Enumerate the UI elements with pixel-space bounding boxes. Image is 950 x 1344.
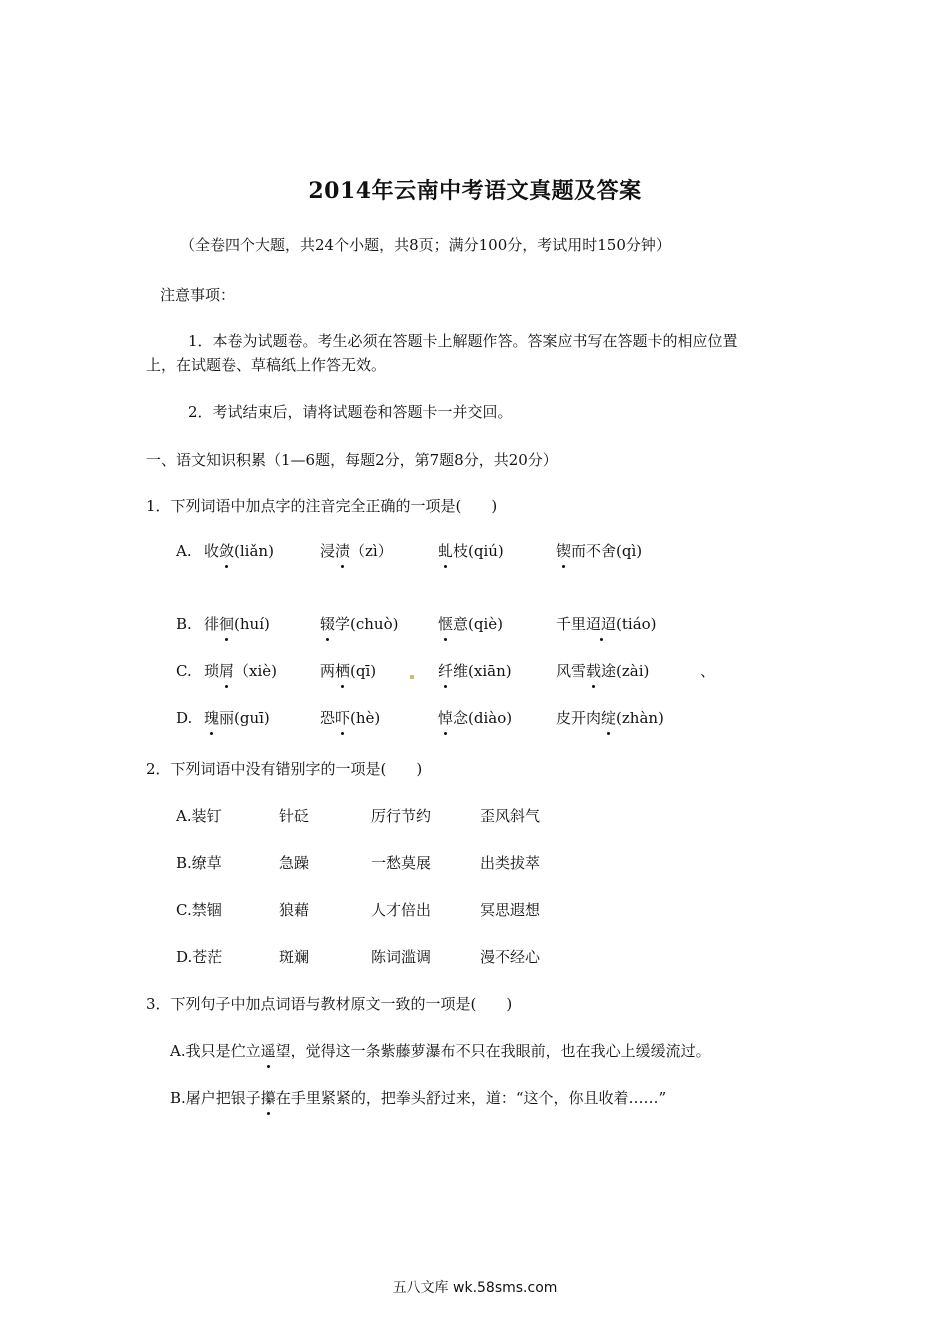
dotted-character: 遥 [260, 1042, 276, 1060]
option-label-word: D.苍茫 [176, 948, 223, 966]
dotted-character: 攥 [260, 1089, 276, 1107]
footer-watermark: 五八文库 wk.58sms.com [392, 1280, 558, 1296]
option-label: D. [176, 709, 193, 727]
option-word: 歪风斜气 [480, 807, 541, 825]
option-text: 皮开肉 [556, 709, 602, 727]
option-word: 冥思遐想 [480, 901, 541, 919]
question-3-option-a [170, 1041, 711, 1061]
option-text: 徘 [204, 615, 220, 633]
option-text: 浸 [320, 542, 336, 560]
question-1-stem: 1．下列词语中加点字的注音完全正确的一项是( ) [146, 497, 498, 515]
dotted-character: 锲 [556, 542, 572, 560]
dotted-character: 载 [586, 662, 602, 680]
option-text: （xiè) [234, 662, 278, 680]
option-item [204, 708, 270, 728]
option-text: (zhàn) [616, 709, 664, 727]
notice-heading: 注意事项： [160, 286, 236, 304]
dotted-character: 栖 [335, 662, 351, 680]
option-item [204, 661, 277, 681]
option-item [320, 708, 380, 728]
option-text: 丽(guī) [219, 709, 270, 727]
option-text: 收 [204, 542, 220, 560]
option-word: 陈词滥调 [371, 948, 432, 966]
option-text: 枝(qiú) [453, 542, 504, 560]
dotted-character: 屑 [219, 662, 235, 680]
option-text: 念(diào) [453, 709, 513, 727]
section-heading: 一、语文知识积累（1—6题，每题2分，第7题8分，共20分） [146, 451, 558, 469]
option-label: A. [176, 542, 192, 560]
notice-1-tail: 的相应位置 [662, 332, 738, 350]
option-label-word: C.禁锢 [176, 901, 222, 919]
dotted-character: 惬 [438, 615, 454, 633]
question-3-option-b [170, 1088, 666, 1108]
notice-2: 2．考试结束后，请将试题卷和答题卡一并交回。 [188, 403, 513, 421]
option-text: 恐 [320, 709, 336, 727]
option-item [438, 708, 512, 728]
option-item [438, 614, 503, 634]
dotted-character: 敛 [219, 542, 235, 560]
notice-1-text: 1．本卷为试题卷。考生必须在答题卡上解题作答。答案应书写在答题卡 [188, 332, 663, 350]
option-text: (liǎn) [234, 542, 274, 560]
option-word: 出类拔萃 [480, 854, 541, 872]
notice-1-line1 [188, 331, 738, 351]
question-3-stem: 3．下列句子中加点词语与教材原文一致的一项是( ) [146, 995, 513, 1013]
option-text: (hè) [350, 709, 381, 727]
notice-1-line2: 上，在试题卷、草稿纸上作答无效。 [146, 356, 387, 374]
option-item [556, 661, 649, 681]
option-word: 狼藉 [279, 901, 310, 919]
option-item [320, 614, 398, 634]
option-text: 琐 [204, 662, 220, 680]
option-word: 漫不经心 [480, 948, 541, 966]
dotted-character: 辍 [320, 615, 336, 633]
option-text: 千里 [556, 615, 587, 633]
option-text: (tiáo) [616, 615, 657, 633]
option-text: 在手里紧紧的，把拳头舒过来，道：“这个，你且收着……” [275, 1089, 667, 1107]
option-text: A.我只是伫立 [170, 1042, 261, 1060]
dotted-character: 悼 [438, 709, 454, 727]
option-text: B.屠户把银子 [170, 1089, 261, 1107]
dotted-character: 瑰 [204, 709, 220, 727]
option-text: 途(zài) [601, 662, 650, 680]
option-label-word: A.装钉 [176, 807, 222, 825]
dotted-character: 徊 [219, 615, 235, 633]
dotted-character: 迢迢 [586, 615, 617, 633]
option-text: 风雪 [556, 662, 587, 680]
option-word: 针砭 [279, 807, 310, 825]
option-label: C. [176, 662, 192, 680]
option-label-word: B.缭草 [176, 854, 222, 872]
option-item [320, 541, 393, 561]
option-text: (huí) [234, 615, 270, 633]
dotted-character: 绽 [601, 709, 617, 727]
option-item [204, 541, 274, 561]
option-text: 而不舍(qì) [571, 542, 643, 560]
option-word: 人才倍出 [371, 901, 432, 919]
stray-comma: 、 [700, 662, 716, 680]
option-item [556, 708, 664, 728]
option-word: 一愁莫展 [371, 854, 432, 872]
option-text: 维(xiān) [453, 662, 512, 680]
option-label: B. [176, 615, 192, 633]
page-title: 2014年云南中考语文真题及答案 [308, 178, 642, 204]
option-text: (qī) [350, 662, 377, 680]
dotted-character: 纤 [438, 662, 454, 680]
exam-intro: （全卷四个大题，共24个小题，共8页；满分100分，考试用时150分钟） [180, 236, 671, 254]
option-item [438, 541, 504, 561]
option-text: 两 [320, 662, 336, 680]
option-word: 斑斓 [279, 948, 310, 966]
option-item [556, 614, 657, 634]
question-2-stem: 2．下列词语中没有错别字的一项是( ) [146, 760, 423, 778]
dotted-character: 吓 [335, 709, 351, 727]
option-item [556, 541, 642, 561]
option-text: 学(chuò) [335, 615, 399, 633]
option-word: 急躁 [279, 854, 310, 872]
option-word: 厉行节约 [371, 807, 432, 825]
dotted-character: 渍 [335, 542, 351, 560]
option-item [320, 661, 376, 681]
option-text: 意(qiè) [453, 615, 503, 633]
dotted-character: 虬 [438, 542, 454, 560]
option-item [438, 661, 512, 681]
option-text: 望，觉得这一条紫藤萝瀑布不只在我眼前，也在我心上缓缓流过。 [275, 1042, 711, 1060]
stray-mark [410, 675, 414, 679]
option-item [204, 614, 270, 634]
option-text: （zì） [350, 542, 393, 560]
